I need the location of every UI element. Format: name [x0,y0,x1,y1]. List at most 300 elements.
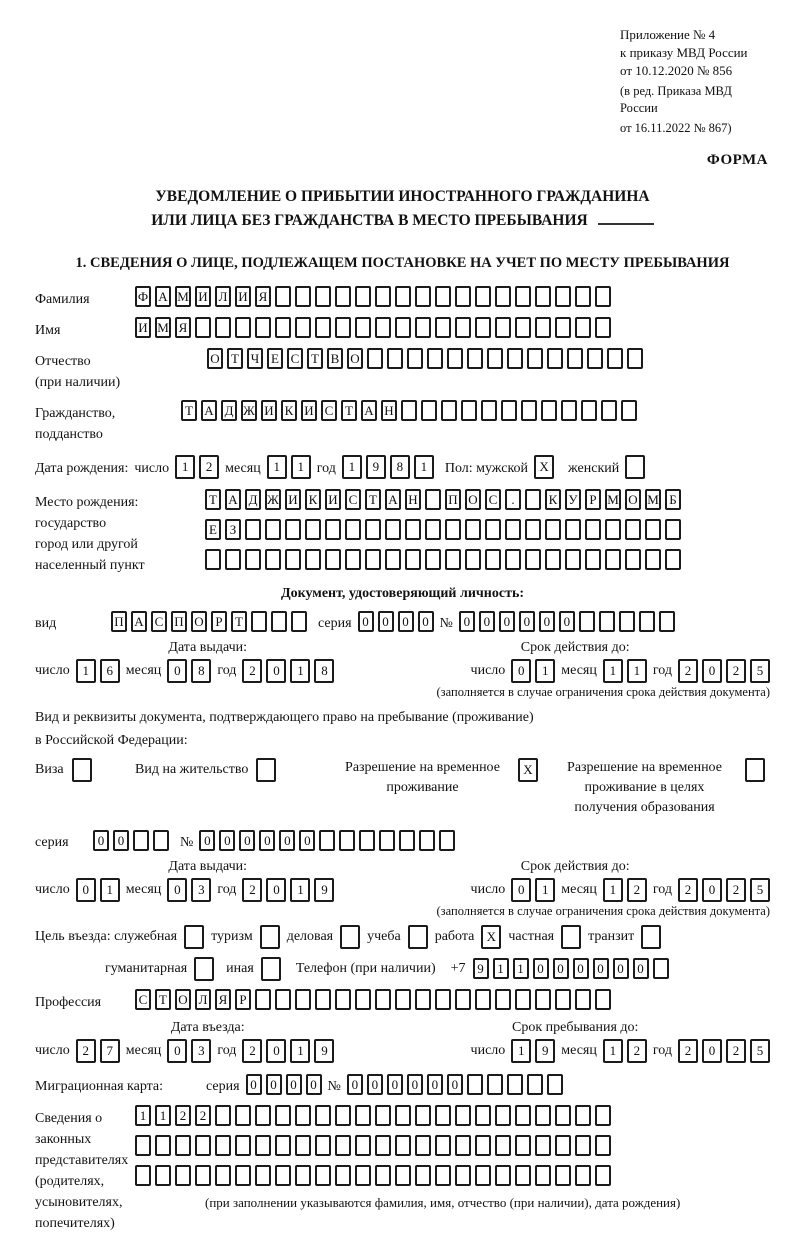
char-cell[interactable]: С [345,489,361,510]
char-cell[interactable] [275,1105,291,1126]
char-cell[interactable] [521,400,537,421]
char-cell[interactable]: 2 [726,659,746,683]
char-cell[interactable] [153,830,169,851]
char-cell[interactable] [285,549,301,570]
char-cell[interactable] [315,286,331,307]
char-cell[interactable]: А [131,611,147,632]
char-cell[interactable] [555,989,571,1010]
char-cell[interactable]: 0 [167,1039,187,1063]
char-cell[interactable] [155,1165,171,1186]
char-cell[interactable] [495,317,511,338]
char-cell[interactable] [387,348,403,369]
char-cell[interactable]: М [645,489,661,510]
char-cell[interactable] [515,1135,531,1156]
char-cell[interactable] [455,989,471,1010]
char-cell[interactable] [305,519,321,540]
char-cell[interactable] [435,317,451,338]
char-cell[interactable]: Т [231,611,247,632]
char-cell[interactable] [325,519,341,540]
char-cell[interactable] [335,286,351,307]
char-cell[interactable]: Ч [247,348,263,369]
char-cell[interactable] [535,989,551,1010]
char-cell[interactable]: 0 [553,958,569,979]
char-cell[interactable]: Т [227,348,243,369]
char-cell[interactable] [435,1135,451,1156]
char-cell[interactable]: 0 [219,830,235,851]
char-cell[interactable]: 0 [447,1074,463,1095]
char-cell[interactable]: 0 [286,1074,302,1095]
char-cell[interactable] [525,549,541,570]
char-cell[interactable] [419,830,435,851]
char-cell[interactable] [527,1074,543,1095]
char-cell[interactable]: 0 [306,1074,322,1095]
char-cell[interactable] [581,400,597,421]
char-cell[interactable] [375,1135,391,1156]
char-cell[interactable] [275,317,291,338]
char-cell[interactable] [385,549,401,570]
char-cell[interactable]: 0 [702,878,722,902]
char-cell[interactable] [641,925,661,949]
char-cell[interactable]: 0 [511,659,531,683]
char-cell[interactable]: А [201,400,217,421]
char-cell[interactable] [395,286,411,307]
char-cell[interactable]: А [361,400,377,421]
char-cell[interactable]: 9 [535,1039,555,1063]
char-cell[interactable]: Д [221,400,237,421]
char-cell[interactable] [275,1165,291,1186]
char-cell[interactable]: 2 [242,878,262,902]
char-cell[interactable] [215,1105,231,1126]
char-cell[interactable]: 0 [246,1074,262,1095]
char-cell[interactable]: 2 [199,455,219,479]
char-cell[interactable] [645,519,661,540]
char-cell[interactable] [245,519,261,540]
char-cell[interactable]: Р [235,989,251,1010]
char-cell[interactable]: 0 [479,611,495,632]
char-cell[interactable]: 0 [266,1074,282,1095]
char-cell[interactable]: В [327,348,343,369]
char-cell[interactable] [595,1135,611,1156]
char-cell[interactable] [235,1165,251,1186]
char-cell[interactable] [271,611,287,632]
char-cell[interactable] [255,1165,271,1186]
char-cell[interactable]: 0 [702,659,722,683]
char-cell[interactable] [745,758,765,782]
char-cell[interactable]: 0 [76,878,96,902]
char-cell[interactable] [315,1105,331,1126]
char-cell[interactable] [255,1135,271,1156]
char-cell[interactable]: 8 [314,659,334,683]
char-cell[interactable] [515,1105,531,1126]
char-cell[interactable] [395,989,411,1010]
char-cell[interactable]: И [135,317,151,338]
char-cell[interactable]: 1 [291,455,311,479]
char-cell[interactable] [547,348,563,369]
char-cell[interactable]: 5 [750,659,770,683]
char-cell[interactable]: Ф [135,286,151,307]
char-cell[interactable] [455,317,471,338]
char-cell[interactable] [295,1135,311,1156]
char-cell[interactable] [595,989,611,1010]
char-cell[interactable] [441,400,457,421]
char-cell[interactable]: Т [365,489,381,510]
char-cell[interactable]: X [534,455,554,479]
char-cell[interactable]: И [325,489,341,510]
char-cell[interactable] [295,1165,311,1186]
char-cell[interactable] [345,549,361,570]
char-cell[interactable] [251,611,267,632]
char-cell[interactable] [195,1165,211,1186]
char-cell[interactable]: 1 [135,1105,151,1126]
char-cell[interactable]: 0 [499,611,515,632]
char-cell[interactable]: 0 [533,958,549,979]
char-cell[interactable] [567,348,583,369]
char-cell[interactable] [399,830,415,851]
char-cell[interactable] [408,925,428,949]
char-cell[interactable]: 1 [627,659,647,683]
char-cell[interactable]: 1 [267,455,287,479]
char-cell[interactable] [335,1165,351,1186]
char-cell[interactable] [155,1135,171,1156]
char-cell[interactable] [425,549,441,570]
char-cell[interactable] [260,925,280,949]
char-cell[interactable]: Я [175,317,191,338]
char-cell[interactable] [575,1165,591,1186]
char-cell[interactable] [595,286,611,307]
char-cell[interactable] [401,400,417,421]
char-cell[interactable] [445,549,461,570]
char-cell[interactable]: 2 [195,1105,211,1126]
char-cell[interactable]: И [235,286,251,307]
char-cell[interactable]: К [545,489,561,510]
char-cell[interactable]: С [485,489,501,510]
char-cell[interactable]: О [191,611,207,632]
char-cell[interactable] [215,1165,231,1186]
char-cell[interactable]: 1 [511,1039,531,1063]
char-cell[interactable]: 0 [167,659,187,683]
char-cell[interactable]: 8 [390,455,410,479]
char-cell[interactable]: 1 [414,455,434,479]
char-cell[interactable]: М [605,489,621,510]
char-cell[interactable] [195,317,211,338]
char-cell[interactable] [535,1165,551,1186]
char-cell[interactable]: X [481,925,501,949]
char-cell[interactable] [435,1105,451,1126]
char-cell[interactable] [515,1165,531,1186]
char-cell[interactable] [335,1135,351,1156]
char-cell[interactable] [245,549,261,570]
char-cell[interactable]: 1 [342,455,362,479]
char-cell[interactable] [421,400,437,421]
char-cell[interactable] [555,1105,571,1126]
char-cell[interactable] [291,611,307,632]
char-cell[interactable]: 2 [76,1039,96,1063]
char-cell[interactable]: 0 [378,611,394,632]
char-cell[interactable] [535,317,551,338]
char-cell[interactable]: О [625,489,641,510]
char-cell[interactable] [135,1135,151,1156]
char-cell[interactable]: 9 [314,878,334,902]
char-cell[interactable]: С [151,611,167,632]
char-cell[interactable] [547,1074,563,1095]
char-cell[interactable] [625,519,641,540]
char-cell[interactable] [415,286,431,307]
char-cell[interactable]: Р [585,489,601,510]
char-cell[interactable] [507,348,523,369]
char-cell[interactable]: 0 [259,830,275,851]
char-cell[interactable]: И [301,400,317,421]
char-cell[interactable]: 0 [593,958,609,979]
char-cell[interactable]: Т [205,489,221,510]
char-cell[interactable]: А [385,489,401,510]
char-cell[interactable]: И [285,489,301,510]
char-cell[interactable] [295,317,311,338]
char-cell[interactable]: 0 [199,830,215,851]
char-cell[interactable] [475,989,491,1010]
char-cell[interactable]: 0 [347,1074,363,1095]
char-cell[interactable] [561,925,581,949]
char-cell[interactable] [375,317,391,338]
char-cell[interactable]: 2 [627,878,647,902]
char-cell[interactable] [605,549,621,570]
char-cell[interactable]: Д [245,489,261,510]
char-cell[interactable]: 9 [366,455,386,479]
char-cell[interactable]: П [445,489,461,510]
char-cell[interactable]: 1 [100,878,120,902]
char-cell[interactable] [495,1105,511,1126]
char-cell[interactable]: Л [215,286,231,307]
char-cell[interactable]: 1 [290,1039,310,1063]
char-cell[interactable] [595,317,611,338]
char-cell[interactable]: 0 [407,1074,423,1095]
char-cell[interactable]: О [207,348,223,369]
char-cell[interactable] [135,1165,151,1186]
char-cell[interactable] [235,1135,251,1156]
char-cell[interactable]: 5 [750,1039,770,1063]
char-cell[interactable]: Н [405,489,421,510]
char-cell[interactable] [575,317,591,338]
char-cell[interactable]: 0 [427,1074,443,1095]
char-cell[interactable] [625,549,641,570]
char-cell[interactable] [455,286,471,307]
char-cell[interactable] [515,317,531,338]
char-cell[interactable] [525,489,541,510]
char-cell[interactable] [555,317,571,338]
char-cell[interactable] [435,989,451,1010]
char-cell[interactable]: 0 [702,1039,722,1063]
char-cell[interactable] [653,958,669,979]
char-cell[interactable] [285,519,301,540]
char-cell[interactable] [295,1105,311,1126]
char-cell[interactable] [205,549,221,570]
char-cell[interactable]: Т [341,400,357,421]
char-cell[interactable]: С [135,989,151,1010]
char-cell[interactable] [575,1105,591,1126]
char-cell[interactable]: 1 [155,1105,171,1126]
char-cell[interactable]: Р [211,611,227,632]
char-cell[interactable]: 9 [314,1039,334,1063]
char-cell[interactable] [375,989,391,1010]
char-cell[interactable] [481,400,497,421]
char-cell[interactable] [599,611,615,632]
char-cell[interactable] [475,317,491,338]
char-cell[interactable] [565,549,581,570]
char-cell[interactable]: Т [155,989,171,1010]
char-cell[interactable] [645,549,661,570]
char-cell[interactable] [475,286,491,307]
char-cell[interactable]: О [465,489,481,510]
char-cell[interactable] [601,400,617,421]
char-cell[interactable] [465,519,481,540]
char-cell[interactable] [575,1135,591,1156]
char-cell[interactable] [665,519,681,540]
char-cell[interactable] [605,519,621,540]
char-cell[interactable]: 1 [603,659,623,683]
char-cell[interactable] [587,348,603,369]
char-cell[interactable]: 0 [511,878,531,902]
char-cell[interactable] [565,519,581,540]
char-cell[interactable] [515,286,531,307]
char-cell[interactable] [375,286,391,307]
char-cell[interactable] [467,1074,483,1095]
char-cell[interactable]: 0 [459,611,475,632]
char-cell[interactable]: 0 [93,830,109,851]
char-cell[interactable] [365,519,381,540]
char-cell[interactable] [415,1135,431,1156]
char-cell[interactable]: 1 [290,659,310,683]
char-cell[interactable] [507,1074,523,1095]
char-cell[interactable] [475,1105,491,1126]
char-cell[interactable]: 0 [559,611,575,632]
char-cell[interactable]: Т [181,400,197,421]
char-cell[interactable]: 1 [513,958,529,979]
char-cell[interactable]: 1 [175,455,195,479]
char-cell[interactable] [355,286,371,307]
char-cell[interactable] [340,925,360,949]
char-cell[interactable] [225,549,241,570]
char-cell[interactable]: 2 [627,1039,647,1063]
char-cell[interactable] [235,317,251,338]
char-cell[interactable] [255,989,271,1010]
char-cell[interactable] [455,1165,471,1186]
char-cell[interactable] [405,519,421,540]
char-cell[interactable] [579,611,595,632]
char-cell[interactable]: С [287,348,303,369]
char-cell[interactable] [425,489,441,510]
char-cell[interactable] [461,400,477,421]
char-cell[interactable] [255,1105,271,1126]
char-cell[interactable] [315,317,331,338]
char-cell[interactable]: О [347,348,363,369]
char-cell[interactable] [485,519,501,540]
char-cell[interactable] [325,549,341,570]
char-cell[interactable] [275,989,291,1010]
char-cell[interactable]: С [321,400,337,421]
char-cell[interactable] [595,1165,611,1186]
char-cell[interactable] [315,1135,331,1156]
char-cell[interactable]: 0 [539,611,555,632]
char-cell[interactable] [555,286,571,307]
char-cell[interactable] [427,348,443,369]
char-cell[interactable] [545,549,561,570]
char-cell[interactable] [527,348,543,369]
char-cell[interactable] [455,1135,471,1156]
char-cell[interactable]: 0 [398,611,414,632]
char-cell[interactable]: 2 [175,1105,191,1126]
char-cell[interactable]: О [175,989,191,1010]
char-cell[interactable] [385,519,401,540]
char-cell[interactable]: 0 [266,878,286,902]
char-cell[interactable]: 1 [290,878,310,902]
char-cell[interactable] [256,758,276,782]
char-cell[interactable] [215,1135,231,1156]
char-cell[interactable] [545,519,561,540]
char-cell[interactable]: М [175,286,191,307]
char-cell[interactable]: 2 [242,659,262,683]
char-cell[interactable] [585,519,601,540]
char-cell[interactable]: 1 [76,659,96,683]
char-cell[interactable] [335,317,351,338]
char-cell[interactable] [375,1165,391,1186]
char-cell[interactable]: X [518,758,538,782]
char-cell[interactable] [445,519,461,540]
char-cell[interactable]: А [225,489,241,510]
char-cell[interactable] [415,1165,431,1186]
char-cell[interactable] [415,317,431,338]
char-cell[interactable]: 2 [726,878,746,902]
char-cell[interactable] [315,1165,331,1186]
char-cell[interactable]: 9 [473,958,489,979]
char-cell[interactable]: Б [665,489,681,510]
char-cell[interactable] [625,455,645,479]
char-cell[interactable] [175,1135,191,1156]
char-cell[interactable]: П [171,611,187,632]
char-cell[interactable] [501,400,517,421]
char-cell[interactable] [367,348,383,369]
char-cell[interactable] [455,1105,471,1126]
char-cell[interactable]: К [305,489,321,510]
char-cell[interactable] [621,400,637,421]
char-cell[interactable] [395,317,411,338]
char-cell[interactable]: 0 [418,611,434,632]
char-cell[interactable] [575,989,591,1010]
char-cell[interactable] [595,1105,611,1126]
char-cell[interactable] [659,611,675,632]
char-cell[interactable] [505,549,521,570]
char-cell[interactable]: 0 [266,659,286,683]
char-cell[interactable] [175,1165,191,1186]
char-cell[interactable] [255,317,271,338]
char-cell[interactable] [525,519,541,540]
char-cell[interactable]: И [195,286,211,307]
char-cell[interactable]: 7 [100,1039,120,1063]
char-cell[interactable]: 0 [573,958,589,979]
char-cell[interactable]: 2 [726,1039,746,1063]
char-cell[interactable]: 1 [603,1039,623,1063]
char-cell[interactable] [435,286,451,307]
char-cell[interactable] [345,519,361,540]
char-cell[interactable] [395,1135,411,1156]
char-cell[interactable]: 0 [113,830,129,851]
char-cell[interactable] [535,1135,551,1156]
char-cell[interactable]: 0 [633,958,649,979]
char-cell[interactable]: 0 [279,830,295,851]
char-cell[interactable]: 0 [387,1074,403,1095]
char-cell[interactable] [261,957,281,981]
char-cell[interactable]: 0 [358,611,374,632]
char-cell[interactable]: 0 [299,830,315,851]
char-cell[interactable] [339,830,355,851]
